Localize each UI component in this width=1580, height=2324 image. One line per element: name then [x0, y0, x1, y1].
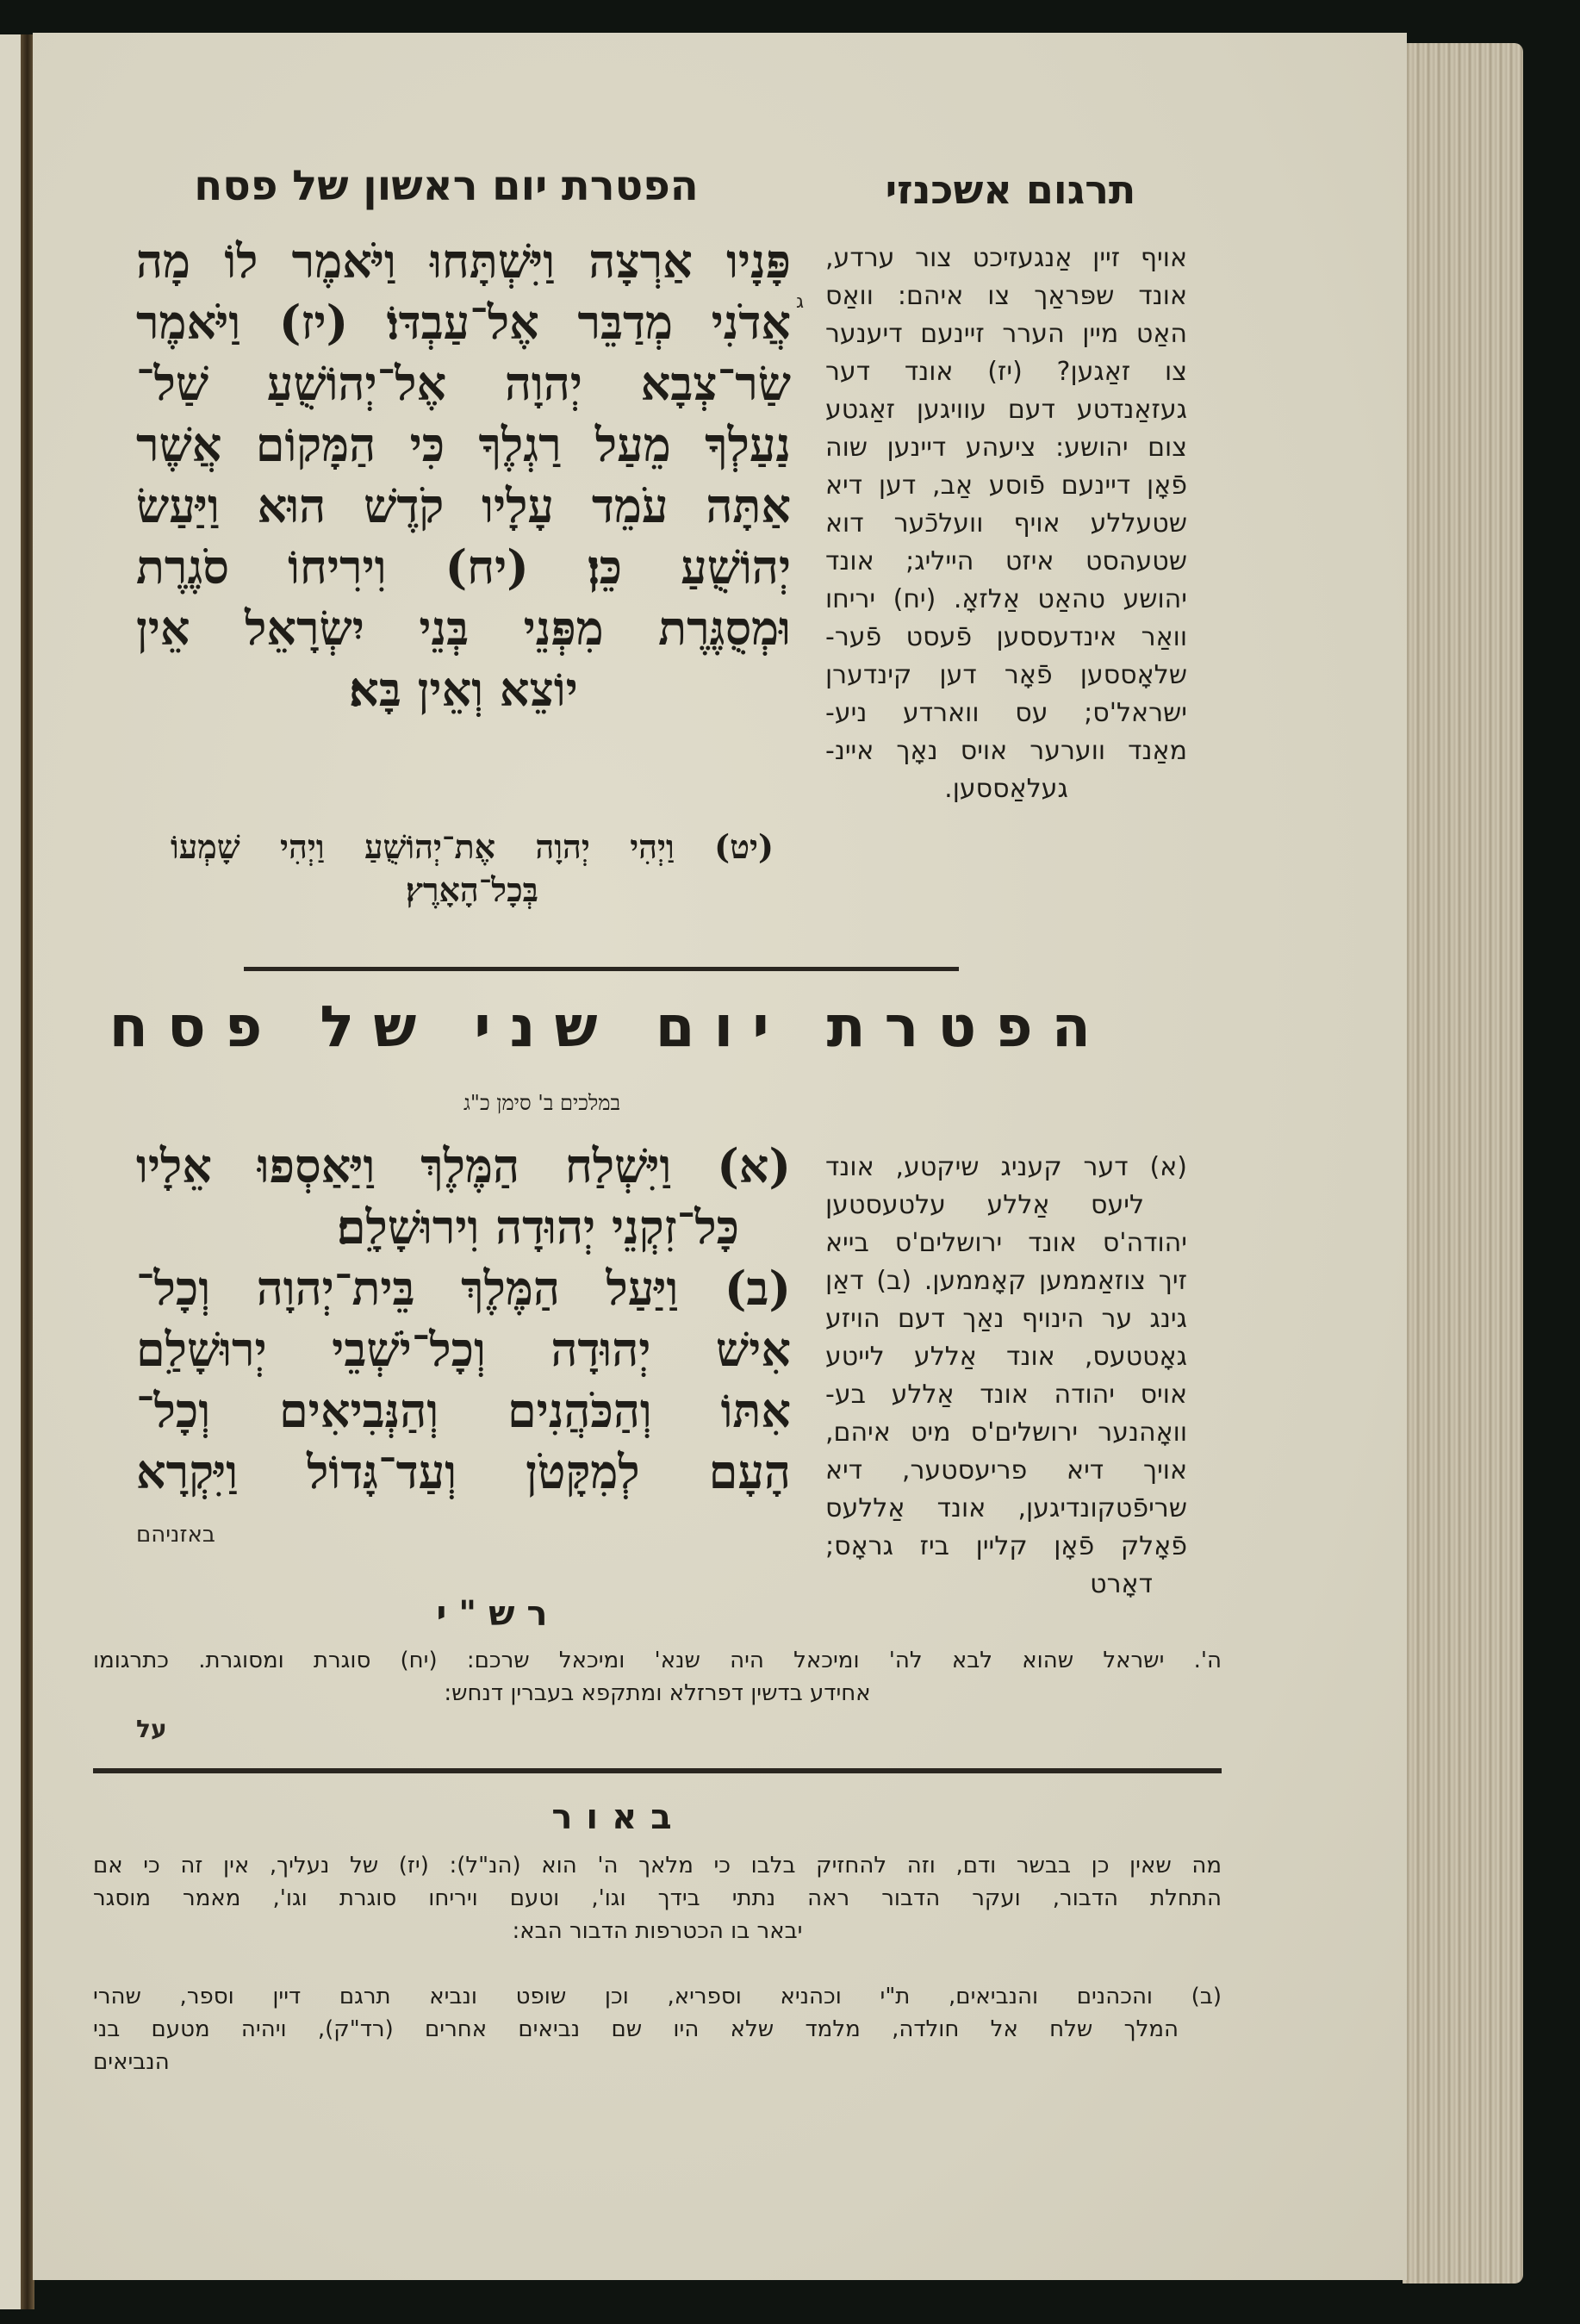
- text-line: שריפֿטקונדיגען, אונד אַללעס: [825, 1493, 1187, 1523]
- book-page: [33, 33, 1407, 2280]
- haftarah-2-title: הפטרת יום שני של פסח: [109, 994, 1110, 1060]
- rashi-text: [93, 1644, 1222, 1710]
- text-line: וואָהנער ירושלים'ס מיט איהם,: [825, 1417, 1187, 1448]
- text-line: נַעַלְךָ מֵעַל רַגְלֶךָ כִּי הַמָּקוֹם אֲשֶׁר: [136, 417, 791, 472]
- text-line: ליעס אַללע עלטעסטען: [825, 1190, 1144, 1220]
- text-line: אויף זיין אַנגעזיכט צור ערדע,: [825, 243, 1187, 273]
- text-line: יהושע טהאַט אַלזאָ. (יח) יריחו: [825, 584, 1187, 614]
- text-line: גאָטטעס, אונד אַללע לייטע: [825, 1342, 1187, 1372]
- text-line: כָּל־זִקְנֵי יְהוּדָה וִירוּשָׁלִָם׃: [336, 1199, 739, 1255]
- text-line: פֿאָן דיינעם פֿוסע אַב, דען דיא: [825, 470, 1187, 501]
- text-line: גינג ער הינויף נאַך דעם הויזע: [825, 1304, 1187, 1334]
- text-line: שטעהסט איזט הייליג; אונד: [825, 546, 1187, 576]
- text-line: שַׂר־צְבָא יְהוָה אֶל־יְהוֹשֻׁעַ שַׁל־: [136, 356, 791, 411]
- text-line: פָּנָיו אַרְצָה וַיִּשְׁתָּחוּ וַיֹּאמֶר לוֹ מָה: [136, 234, 791, 289]
- section-divider: [244, 967, 959, 971]
- targum-title: תרגום אשכנזי: [885, 166, 1136, 213]
- text-line: מה שאין כן בבשר ודם, וזה להחזיק בלבו כי מלאך ה' הוא (הנ"ל): (יז) של נעליך, אין זה כי אם: [93, 1853, 1222, 1879]
- text-line: אחידע בדשין דפרזלא ומתקפא בעברין דנחש:: [444, 1680, 871, 1706]
- text-line: מאַנד ווערער אויס נאָך איינ-: [825, 736, 1187, 766]
- text-line: המלך שלח אל חולדה, מלמד שלא היו שם נביאים אחרים (רד"ק), ויהיה מטעם בני: [93, 2016, 1179, 2042]
- text-line: צום יהושע: ציעהע דיינען שוה: [825, 433, 1187, 463]
- haftarah-1-title: הפטרת יום ראשון של פסח: [194, 162, 699, 210]
- text-line: הנביאים: [93, 2049, 170, 2075]
- text-line: אויך דיא פריעסטער, דיא: [825, 1455, 1187, 1486]
- text-line: (א) דער קעניג שיקטע, אונד: [825, 1152, 1187, 1182]
- catchword: באזניהם: [136, 1522, 215, 1548]
- text-line: שטעללע אויף וועלכֿער דוא: [825, 508, 1187, 539]
- text-line: יהודה'ס אונד ירושלים'ס בייא: [825, 1228, 1187, 1258]
- haftarah-2-subtitle: במלכים ב' סימן כ"ג: [463, 1091, 621, 1115]
- haftarah-2-text: [136, 1136, 791, 1503]
- text-line: וּמְסֻגֶּרֶת מִפְּנֵי בְּנֵי יִשְׂרָאֵל אֵין: [136, 601, 791, 656]
- text-line: (ב) והכהנים והנביאים, ת"י וכהניא וספריא, וכן שופט ונביא תרגם דיין וספר, שהרי: [93, 1984, 1222, 2009]
- text-line: דאָרט: [1090, 1569, 1153, 1599]
- text-line: אֲדֹנִי מְדַבֵּר אֶל־עַבְדּוֹ׃ (יז) וַיֹּאמֶר: [136, 295, 791, 350]
- text-line: אויס יהודה אונד אַללע בע-: [825, 1380, 1187, 1410]
- text-line: וואַר אינדעססען פֿעסט פֿער-: [825, 622, 1187, 652]
- text-line: התחלת הדבור, ועקר הדבור ראה נתתי בידך וגו', וטעם ויריחו סוגרת וגו', מאמר מוסגר: [93, 1885, 1222, 1911]
- text-line: ה'. ישראל שהוא לבא לה' ומיכאל היה שנא' ומיכאל שרכם: (יח) סוגרת ומסוגרת. כתרגומו: [93, 1648, 1222, 1673]
- margin-signature-mark: ג: [796, 291, 805, 313]
- text-line: האַט מיין הערר זיינעם דיענער: [825, 319, 1187, 349]
- text-line: זיך צוזאַממען קאָממען. (ב) דאַן: [825, 1266, 1187, 1296]
- text-line: יוֹצֵא וְאֵין בָּא׃: [349, 662, 578, 717]
- rashi-catchword: על: [136, 1715, 167, 1743]
- biur-title: באור: [551, 1798, 686, 1837]
- haftarah-1-text: [136, 231, 791, 720]
- text-line: אִישׁ יְהוּדָה וְכָל־יֹשְׁבֵי יְרוּשָׁלִַם: [136, 1322, 791, 1377]
- targum-2-text: [825, 1149, 1187, 1604]
- text-line: געלאַססען.: [944, 774, 1068, 804]
- text-line: (ב) וַיַּעַל הַמֶּלֶךְ בֵּית־יְהוָה וְכָל־: [136, 1261, 791, 1316]
- text-line: אִתּוֹ וְהַכֹּהֲנִים וְהַנְּבִיאִים וְכָל־: [136, 1383, 791, 1438]
- text-line: ישראל'ס; עס ווארדע ניע-: [825, 698, 1187, 728]
- text-line: אַתָּה עֹמֵד עָלָיו קֹדֶשׁ הוּא וַיַּעַשׂ: [136, 478, 791, 533]
- text-line: אונד שפּראַך צו איהם: וואַס: [825, 281, 1187, 311]
- biur-divider: [93, 1768, 1222, 1773]
- text-line: שלאָססען פֿאָר דען קינדערן: [825, 660, 1187, 690]
- text-line: פֿאָלק פֿאָן קליין ביז גראָס;: [825, 1531, 1187, 1561]
- text-line: צו זאַגען? (יז) אונד דער: [825, 357, 1187, 387]
- text-line: בְּכָל־הָאָרֶץ׃: [406, 870, 538, 909]
- rashi-title: רש"י: [436, 1594, 560, 1634]
- biur-paragraph-2: [93, 1980, 1222, 2078]
- targum-text: [825, 240, 1187, 808]
- text-line: יבאר בו הכטרפות הדבור הבא:: [512, 1918, 803, 1944]
- page-stack-edge: [1403, 43, 1523, 2284]
- biur-paragraph-1: [93, 1849, 1222, 1947]
- haftarah-1-verse-19: [171, 826, 774, 912]
- text-line: הָעָם לְמִקָּטֹן וְעַד־גָּדוֹל וַיִּקְרָא: [136, 1444, 791, 1499]
- text-line: (א) וַיִּשְׁלַח הַמֶּלֶךְ וַיַּאַסְפוּ אֵלָיו: [136, 1138, 791, 1193]
- text-line: געזאַנדטע דעם עוויגען זאַגטע: [825, 395, 1187, 425]
- text-line: (יט) וַיְהִי יְהוָה אֶת־יְהוֹשֻׁעַ וַיְהִי שָׁמְעוֹ: [171, 827, 774, 866]
- text-line: יְהוֹשֻׁעַ כֵּן׃ (יח) וִירִיחוֹ סֹגֶרֶת: [136, 539, 791, 595]
